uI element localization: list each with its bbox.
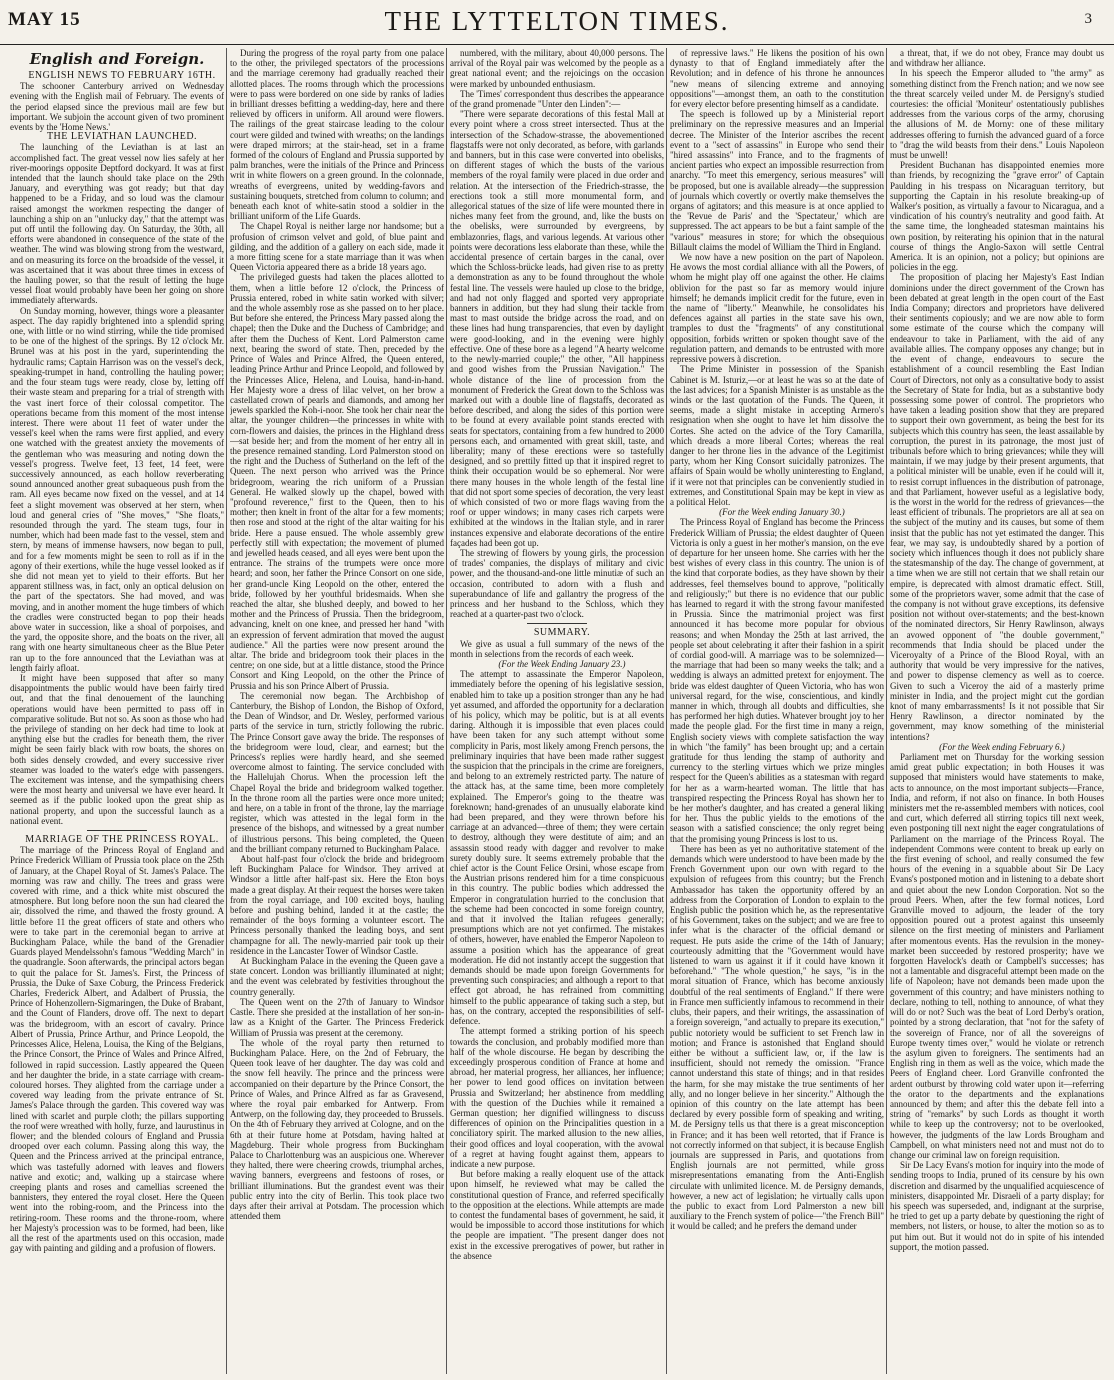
- paragraph: The proposition of placing her Majesty's East Indian dominions under the direct government of the Crown has been debated at great length in the open court of the East India Company; directors and proprietors have delivered their sentiments copiously; and we are now able to form some estimate of the course which the company will endeavour to take in Parliament, with the aid of any available allies. The company opposes any change; but in the event of change, endeavours to secure the establishment of a council resembling the East Indian Court of Directors, not only as a consultative body to assist the Secretary of State for India, but as a substantive body possessing some power of control. The proprietors who have taken a leading position show that they are prepared to support their own government, as being the best for its subjects which this country has seen, the least assailable by corruption, the purest in its patronage, the most just of tribunals before which to bring grievances; while they will maintain, if we may judge by their present arguments, that a political minister will be unable, even if he could will it, to resist corrupt influences in the distribution of patronage, and that Parliament, however useful as a legislative body, is the worst in the world for the redress of grievances—the least efficient of tribunals. The proprietors are all at sea on the subject of the mutiny and its causes, but some of them insist that the public has not yet estimated the danger. This fear, we may say, is undoubtedly shared by a portion of society which influences though it does not publicly share the statesmanship of the day. The change of government, at a time when we are still not certain that we shall retain our empire, is deprecated with almost dramatic effect. Still, some of the proprietors waver, some admit that the case of the company is not without grave exceptions, its defensive position not without over-statements; and the best-known of the nominated directors, Sir Henry Rawlinson, always an avowed opponent of "the double government," recommends that India should be placed under the Viceroyalty of a Prince of the Blood Royal, with an authority that would be very impressive for the natives, and power to dispense clemency as well as to coerce. Given to such a Viceroy the aid of a masterly prime minister in India, and the project might cut the gordian knot of many embarrassments! Is it not possible that Sir Henry Rawlinson, a director nominated by the government, may know something of the ministerial intentions?: [890, 272, 1104, 742]
- divider: [87, 830, 147, 831]
- column-rule: [886, 48, 887, 1374]
- column-1: [10, 48, 224, 1374]
- paragraph: In his speech the Emperor alluded to "the army" as something distinct from the French nation; and we now see the threat scarcely veiled under M. de Persigny's studied courtesies: the official 'Moniteur' ostentatiously publishes addresses from the various corps of the army, chorusing the allusions of M. de Morny: one of these military addresses offering to furnish the advanced guard of a force to "drag the wild beasts from their dens." Louis Napoleon must be unwell!: [890, 68, 1104, 161]
- paragraph: We now have a new position on the part of Napoleon. He avows the most cordial alliance with all the Powers, of whom he might play off one against the other. He claims oblivion for the past so far as memory would injure himself; he demands implicit credit for the future, even in the name of "liberty." Meanwhile, he consolidates his defences against all parties in the state save his own, tramples to dust the "fragments" of any constitutional opposition, forbids written or spoken thought save of the regulation pattern, and demands to be entrusted with more repressive powers à discretion.: [670, 252, 884, 365]
- week-dateline: (For the Week ending January 30.): [719, 507, 845, 518]
- week-dateline: (For the Week ending February 6.): [939, 741, 1065, 752]
- article-heading: ENGLISH NEWS TO FEBRUARY 16TH.: [28, 70, 216, 81]
- section-heading: English and Foreign.: [29, 50, 205, 68]
- paragraph: During the progress of the royal party from one palace to the other, the privileged spectators of the processions and the marriage ceremony had gradually reached their allotted places. The rooms through which the processions were to pass were bordered on one side by ranks of ladies in brilliant dresses befitting a wedding-day, here and there relieved by officers in uniform. All around were flowers. The railings of the great staircase leading to the colour court were gilded and twined with wreaths; on the landings were draped mirrors; at the stair-head, set in a frame formed of the colours of England and Prussia supported by palm branches, were the initials of the Prince and Princess writ in white flowers on a green ground. In the colonnade, wreaths of evergreens, united by wedding-favors and sustaining bouquets, stretched from column to column; and beneath each knot of white-satin stood a soldier in the brilliant uniform of the Life Guards.: [230, 48, 444, 222]
- paragraph: The marriage of the Princess Royal of England and Prince Frederick William of Prussia took place on the 25th of January, at the Chapel Royal of St. James's Palace. The morning was raw and chilly. The trees and grass were covered with rime, and a thick white mist obscured the atmosphere. But long before noon the sun had cleared the air, dissolved the rime, and thawed the frosty ground. A little before 11 the great officers of state and others who were to take part in the ceremonial began to arrive at Buckingham Palace, while the band of the Grenadier Guards played Mendelssohn's famous "Wedding March" in the quadrangle. Soon afterwards, the principal actors began to quit the palace for St. James's. First, the Princess of Prussia, the Duke of Saxe Coburg, the Princess Frederick Charles, Frederick Albert, and Adalbert of Prussia, the Prince of Hohenzollern-Sigmaringen, the Duke of Brabant, and the Count of Flanders, drove off. The next to depart was the bridegroom, with an escort of cavalry. Prince Albert of Prussia, Prince Arthur, and Prince Leopold, the Princesses Alice, Helena, Louisa, the King of the Belgians, the Prince Consort, the Prince of Wales and Prince Alfred, followed in rapid succession. Lastly appeared the Queen and her daughter the bride, in a state carriage with cream-coloured horses. They alighted from the carriage under a covered way leading from the private entrance of St. James's Palace through the garden. This covered way was lined with scarlet and purple cloth; the pillars supporting the roof were wreathed with holly, furze, and laurustinus in flower; and the blended colours of England and Prussia drooped over each column. Passing along this way, the Queen and the Princess arrived at the principal entrance, which was tastefully adorned with leaves and flowers native and exotic; and, walking up a staircase where creeping plants and roses and camellias screened the bannisters, they entered the royal closet. Here the Queen went into the robing-room, and the Princess into the retiring-room. These rooms and the throne-room, where her Majesty's procession was to be formed, had been, like all the rest of the apartments used on this occasion, made gay with painting and gilding and a profusion of flowers.: [10, 845, 224, 1254]
- column-5: [890, 48, 1104, 1374]
- paragraph: President Buchanan has disappointed enemies more than friends, by recognizing the "grave error" of Captain Paulding in his trespass on Nicaraguan territory, but supporting the Captain in his resolute breaking-up of Walker's position, as virtually a favour to Nicaragua, and a vindication of his country's neutrality and good faith. At the same time, the longheaded statesman maintains his own position, by reiterating his opinion that in the natural course of things the Anglo-Saxon will settle Central America. It is an opinion, not a policy; but opinions are policies in the egg.: [890, 160, 1104, 273]
- paragraph: The schooner Canterbury arrived on Wednesday evening with the English mail of February. The events of the period elapsed since the previous mail are few but important. We subjoin the account given of two prominent events by the 'Home News.': [10, 81, 224, 133]
- paragraph: But before making a really eloquent use of the attack upon himself, he reviewed what may be called the constitutional question of France, and referred specifically to the opposition at the elections. While attempts are made to contest the fundamental bases of government, he said, it would be impossible to accord those institutions for which the people are impatient. "The present danger does not exist in the excessive prerogatives of power, but rather in the absence: [450, 1169, 664, 1261]
- divider: [527, 623, 587, 624]
- column-rule: [226, 48, 227, 1374]
- paragraph: "There were separate decorations of this festal Mall at every point where a cross street intersected. Thus at the intersection of the Schadow-strasse, the abovementioned flagstaffs were not only decorated, as before, with garlands and banners, but in this case were converted into obelisks, on different stages of which the busts of the various members of the royal family were placed in due order and relation. At the intersection of the Friedrich-strasse, the erections took a still more monumental form, and allegorical statues of the size of life were mounted there in niches many feet from the ground, and, like the busts on the obelisks, were surrounded by evergreens, by emblazonries, flags, and various legends. At various other points were decorations less elaborate than these, while the accidental presence of certain barges in the canal, over which the Schloss-brücke leads, had given rise to as pretty a demonstration as any to be found throughout the whole festal line. The vessels were hauled up close to the bridge, and had not only flagged and sported very appropriate banners in addition, but they had slung their tackle from mast to mast outside the bridge across the road, and on these lines had hung transparencies, that even by daylight were good-looking, and in the evening were highly effective. One of these bore as a legend "A hearty welcome to the newly-married couple;" the other, "All happiness and good wishes from the Prussian Navigation." The whole distance of the line of procession from the monument of Frederick the Great down to the Schloss was marked out with a double line of flagstaffs, decorated as before described, and along the sides of this portion were to be found at every available point stands erected with seats for spectators, containing from a few hundred to 2000 persons each, and ornamented with great skill, taste, and liberality; many of these erections were so tastefully designed, and so prettily fitted up that it inspired regret to think their occupation would be so ephemeral. Nor were there many houses in the whole length of the festal line that did not sport some species of decoration, the very least of which consisted of two or more flags waving from the roof or upper windows; in many cases rich carpets were exhibited at the windows in the Italian style, and in rarer instances expensive and elaborate decorations of the entire façades had been got up.: [450, 109, 664, 548]
- column-2: [230, 48, 444, 1374]
- paragraph: The ceremonial now began. The Archbishop of Canterbury, the Bishop of London, the Bishop of Oxford, the Dean of Windsor, and Dr. Wesley, performed various parts of the service in turn, strictly following the rubric. The Prince Consort gave away the bride. The responses of the bridegroom were loud, clear, and earnest; but the Princess's replies were hardly heard, and she seemed overcome almost to fainting. The service concluded with the Hallelujah Chorus. When the procession left the Chapel Royal the bride and bridegroom walked together. In the throne room all the parties were once more united; and here, on a table in front of the throne, lay the marriage register, which was attested in the legal form in the presence of the bishops, and witnessed by a great number of illustrious persons. This being completed, the Queen and the brilliant company returned to Buckingham Palace.: [230, 690, 444, 854]
- paragraph: On Sunday morning, however, things wore a pleasanter aspect. The day rapidly brightened into a splendid spring one, with little or no wind stirring, while the tide promised to be one of the highest of the springs. By 12 o'clock Mr. Brunel was at his post in the yard, superintending the hydraulic rams; Captain Harrison was on the vessel's deck, speaking-trumpet in hand, controlling the hauling power; and the four steam tugs were ready, close by, letting off their waste steam and preparing for a trial of strength with the vast inert force of their colossal competitor. The operations became from this moment of the most intense interest. There were about 11 feet of water under the vessel's keel when the rams were first applied, and every one watched with the greatest anxiety the movements of the gentleman who was measuring and noting down the vessel's progress. Twelve feet, 13 feet, 14 feet, were successively announced, as each hollow reverberating sound announced another great subaqueous push from the ram. All eyes became now fixed on the vessel, and at 14 feet a slight movement was observed at her stern, when loud and general cries of "She moves," "She floats," resounded through the yard. The steam tugs, four in number, which had been made fast to the vessel, stem and stern, by means of immense hawsers, now began to pull, and for a few moments might be seen to roll as if in the agony of their exertions, while the huge vessel looked as if she did not mean yet to yield to their efforts. But her apparent stillness was, in fact, only an optical delusion on the part of the spectators. She had moved, and was moving, and in another moment the huge timbers of which the cradles were constructed began to pop their heads above water in succession, like a shoal of porpoises, and the yard, the opposite shore, and the boats on the river, all rang with one hearty simultaneous cheer as the Blue Peter ran up to the fore announced that the Leviathan was at length fairly afloat.: [10, 305, 224, 673]
- paragraph: The Princess Royal of England has become the Princess Frederick William of Prussia; the eldest daughter of Queen Victoria is only a guest in her mother's mansion, on the eve of departure for her unseen home. She carries with her the best wishes of every class in this country. The union is of the kind that corporate bodies, as they have shown by their addresses, feel themselves bound to approve, "politically and religiously;" but there is no evidence that our public has learned to regard it with the strong favour manifested in Prussia. Since the matrimonial project was first announced it has become more popular for obvious reasons; and when Monday the 25th at last arrived, the people set about celebrating it after their fashion in a spirit of cordial good-will. A marriage was to be solemnized—the marriage that had been so many weeks the talk; and a wedding is always an admitted pretext for enjoyment. The bride was eldest daughter of Queen Victoria, who has won universal regard, for the wise, conscientious, and kindly manner in which, through all doubts and difficulties, she has performed her high duties. Whatever brought joy to her made the people glad. For the first time in many a reign, English society views with complete satisfaction the way in which "the family" has been brought up; and a certain gratitude for thus lending the stamp of authority and currency to the sterling virtues which we prize mingles respect for the Queen's abilities as a statesman with regard for her as a warm-hearted woman. The little that has transpired respecting the Princess Royal has shown her to be her mother's daughter, and has created a general liking for her. Thus the public yields to the emotions of the season with a satisfied conscience; the only regret being that the promising young Princess is lost to us.: [670, 517, 884, 844]
- paragraph: It might have been supposed that after so many disappointments the public would have been fairly tired out, and that the final denouement of the launching operations would have been permitted to pass off in comparative solitude. But not so. As soon as those who had the privilege of standing on her deck had time to look at anything else but the cradles for beneath them, the river might be seen fairly black with row boats, the shores on both sides densely crowded, and every successive river steamer was loaded to the water's edge with passengers. The excitement was intense, and the sympathising cheers were the most hearty and universal we have ever heard. It seemed as if the public looked upon the great ship as national property, and upon the successful launch as a national event.: [10, 672, 224, 826]
- paragraph: The Queen went on the 27th of January to Windsor Castle. There she presided at the installation of her son-in-law as a Knight of the Garter. The Princess Frederick William of Prussia was present at the ceremony.: [230, 996, 444, 1038]
- article-heading: MARRIAGE OF THE PRINCESS ROYAL.: [25, 834, 219, 846]
- paragraph: The Prime Minister in possession of the Spanish Cabinet is M. Isturiz,—or at least he was so at the date of the last advices; for a Spanish Minister is as unstable as the winds or the last quotation of the Funds. The Queen, it seems, made a slight mistake in accepting Armero's resignation when she ought to have let him dissolve the Cortes. She acted on the advice of the Tory Camarilla, which dreads a more liberal Cortes; whereas the real danger to her throne lies in the advance of the Legitimist party, whom her King Consort suicidally patronizes. The affairs of Spain would be wholly uninteresting to England, if it were not that principles can be conveniently studied in extremes, and Constitutional Spain may be kept in view as a political Helot.: [670, 364, 884, 507]
- masthead: [0, 0, 1114, 45]
- column-3: [450, 48, 664, 1374]
- column-rule: [666, 48, 667, 1374]
- paragraph: The 'Times' correspondent thus describes the appearance of the grand promenade "Unter den Linden":—: [450, 88, 664, 110]
- paragraph: The strewing of flowers by young girls, the procession of trades' companies, the displays of military and civic power, and the thousand-and-one little minutiæ of such an occasion, contributed to adorn with a flush and superabundance of life and gallantry the progress of the princess and her husband to the Schloss, which they reached at a quarter-past two o'clock.: [450, 547, 664, 620]
- column-rule: [446, 48, 447, 1374]
- paragraph: The attempt to assassinate the Emperor Napoleon, immediately before the opening of his legislative session, enabled him to take up a position stronger than any he had yet assumed, and afforded the opportunity for a declaration of his policy, which may be politic, but is at all events daring. Although it is impossible that even places could have been taken for any such attempt without some complicity in Paris, most likely among French persons, the preliminary inquiries that have been made rather suggest the suspicion that the principals in the crime are foreigners, and belong to an extremely restricted party. The nature of the attack has, at the same time, been more completely explained. The Emperor's going to the theatre was foreknown; hand-grenades of an unusually elaborate kind had been prepared, and they were thrown before his carriage at an advanced—three of them; they were certain to destroy, although they were destitute of aim; and an assassin stood ready with dagger and revolver to make surety doubly sure. It seems extremely probable that the chief actor is the Count Felice Orsini, whose escape from the Austrian prisons rendered him for a time conspicuous in this country. The public bodies which addressed the Emperor in congratulation hurried to the conclusion that the scheme had been concocted in some foreign country, and that it involved the Italian refugees generally; presumptions which are not yet confirmed. The mistakes of others, however, have enabled the Emperor Napoleon to assume a position which has the appearance of great moderation. He did not instantly accept the suggestion that demands should be made upon foreign Governments for preventing such conspiracies; and although a report to that effect got abroad, he has refrained from committing himself to the public appearance of taking such a step, but has, on the contrary, accepted the responsibilities of self-defence.: [450, 669, 664, 1027]
- paragraph: a threat, that, if we do not obey, France may doubt us and withdraw her alliance.: [890, 48, 1104, 69]
- paragraph: The speech is followed up by a Ministerial report preliminary on the repressive measures and an Imperial decree. The Minister of the Interior ascribes the recent event to a "sect of assassins" in Europe who send their "hired assassins" into France, and to the fragments of ancient parties who expect an impossible resurrection from anarchy. "To meet this emergency, serious measures" will be proposed, but one is available already—the suppression of journals which covertly or overtly make themselves the organs of agitators; and this measure is at once applied to the 'Revue de Paris' and the 'Spectateur,' which are suppressed. The act appears to be but a faint sample of the "various" measures in store; for which the obsequious Billault claims the model of William the Third in England.: [670, 109, 884, 252]
- column-4: [670, 48, 884, 1374]
- paragraph: We give as usual a full summary of the news of the month in selections from the records of each week.: [450, 638, 664, 659]
- paragraph: At Buckingham Palace in the evening the Queen gave a state concert. London was brilliantly illuminated at night; and the event was celebrated by festivities throughout the country generally.: [230, 956, 444, 997]
- paragraph: There has been as yet no authoritative statement of the demands which were understood to have been made by the French Government upon our own with regard to the expulsion of refugees from this country; but the French Ambassador has taken the opportunity offered by an address from the Corporation of London to explain to the English public the position which he, as the representative of his Government, takes on the subject; and we are free to infer what is the character of the official demand or request. He puts aside the crime of the 14th of January; courteously admitting that the "Government would have listened to warn us against it if it could have known it beforehand." "The whole question," he says, "is in the moral situation of France, which has become anxiously doubtful of the real sentiments of England." If there were in France men sufficiently infamous to recommend in their clubs, their papers, and their writings, the assassination of a foreign sovereign, "and actually to prepare its execution," public notoriety would be sufficient to set French law in motion; and France is astonished that England should either be without a sufficient law, or, if the law is insufficient, should not remedy the omission. "France cannot understand this state of things; and in that resides the harm, for she may mistake the true sentiments of her ally, and no longer believe in her sincerity." Although the opinion of this country on the late attempt has been declared by every possible form of speaking and writing, M. de Persigny tells us that there is a great misconception in France; and it has been well retorted, that if France is not correctly informed on that subject, it is because English journals are suppressed in Paris, and quotations from English journals are not permitted, while gross misrepresentations emanating from the Anti-English circulate with unlimited licence. M. de Persigny demands, however, a new act of legislation; he virtually calls upon the public to exact from Lord Palmerston a new bill auxiliary to the French system of police—"the French Bill" it would be called; and he prefers the demand under: [670, 843, 884, 1232]
- paragraph: About half-past four o'clock the bride and bridegroom left Buckingham Palace for Windsor. They arrived at Windsor a little after half-past six. Here the Eton boys made a great display. At their request the horses were taken from the royal carriage, and 100 excited boys, hauling before and pushing behind, landed it at the castle; the remainder of the boys forming a volunteer escort. The Princess personally thanked the leading boys, and sent champagne for all. The newly-married pair took up their residence in the Lancaster Tower of Windsor Castle.: [230, 854, 444, 956]
- paragraph: The privileged guests had taken the places allotted to them, when a little before 12 o'clock, the Princess of Prussia entered, robed in white satin worked with silver; and the whole assembly rose as she passed on to her place. But before she entered, the Princess Mary passed along the chapel; then the Duke and the Duchess of Cambridge; and after them the Duchess of Kent. Lord Palmerston came next, bearing the sword of state. Then, preceded by the Prince of Wales and Prince Alfred, the Queen entered, leading Prince Arthur and Prince Leopold, and followed by the Princesses Alice, Helena, and Louisa, hand-in-hand. Her Majesty wore a dress of lilac velvet, on her brow a castellated crown of pearls and diamonds, and among her jewels sparkled the Koh-i-noor. She took her chair near the altar, the younger children—the princesses in white with corn-flowers and daisies, the princes in the Highland dress—sat beside her; and from the moment of her entry all in the presence remained standing. Lord Palmerston stood on the right and the Duchess of Sutherland on the left of the Queen. The next person who arrived was the Prince bridegroom, wearing the rich uniform of a Prussian General. He walked slowly up the chapel, bowed with "profound reverence," first to the Queen, then to his mother; then knelt in front of the altar for a few moments; then rose and stood at the right of the altar waiting for his bride. Here a pause ensued. The whole assembly grew perfectly still with expectation; the movement of plumed and jewelled heads ceased, and all eyes were bent upon the entrance. The strains of the trumpets were once more heard; and soon, her father the Prince Consort on one side, her grand-uncle King Leopold on the other, entered the bride, followed by her youthful bridesmaids. When she reached the altar, she blushed deeply, and bowed to her mother and the Princess of Prussia. Then the bridegroom, advancing, knelt on one knee, and pressed her hand "with an expression of fervent admiration that moved the august audience." All the parties were now present around the altar. The bride and bridegroom took their places in the centre; on one side, but at a little distance, stood the Prince Consort and King Leopold, on the other the Prince of Prussia and his son Prince Albert of Prussia.: [230, 272, 444, 691]
- paragraph: of repressive laws." He likens the position of his own dynasty to that of England immediately after the Revolution; and in defence of his throne he announces "new means of silencing extreme and annoying oppositions"—amongst them, an oath to the constitution for every elector before presenting himself as a candidate.: [670, 48, 884, 110]
- article-heading: THE LEVIATHAN LAUNCHED.: [46, 131, 198, 143]
- article-heading: SUMMARY.: [533, 627, 591, 639]
- newspaper-title: THE LYTTELTON TIMES.: [384, 6, 730, 36]
- paragraph: The Chapel Royal is neither large nor handsome; but a profusion of crimson velvet and gold, of blue paint and gilding, and the addition of a gallery on each side, made it a more fitting scene for a state marriage than it was when Queen Victoria appeared there as a bride 18 years ago.: [230, 221, 444, 273]
- newspaper-columns: [0, 48, 1114, 1378]
- paragraph: The whole of the royal party then returned to Buckingham Palace. Here, on the 2nd of February, the Queen took leave of her daughter. The day was cold and the snow fell heavily. The prince and the princess were accompanied on their departure by the Prince Consort, the Prince of Wales, and Prince Alfred as far as Gravesend, where the royal pair embarked for Antwerp. From Antwerp, on the following day, they proceeded to Brussels. On the 4th of February they arrived at Cologne, and on the 6th at their future home at Potsdam, having halted at Magdeburg. Their whole progress from Buckingham Palace to Charlottenburg was an auspicious one. Wherever they halted, there were cheering crowds, triumphal arches, waving banners, evergreens and festoons of roses, or brilliant illuminations. But the grandest event was their public entry into the city of Berlin. This took place two days after their arrival at Potsdam. The procession which attended them: [230, 1037, 444, 1222]
- paragraph: The launching of the Leviathan is at last an accomplished fact. The great vessel now lies safely at her river-moorings opposite Deptford dockyard. It was at first intended that the launch should take place on the 29th January, and everything was got ready; but that day happened to be a Friday, and so loud was the clamour raised amongst the workmen respecting the danger of launching a ship on an "unlucky day," that the attempt was put off until the following day. On Saturday, the 30th, all efforts were abandoned in consequence of the state of the weather. The wind was blowing strong from the westward, and on measuring its force on the broadside of the vessel, it was ascertained that it was about three times in excess of the hauling power, so that the result of letting the huge vessel float would probably have been her going on shore immediately afterwards.: [10, 142, 224, 306]
- paragraph: Sir De Lacy Evans's motion for inquiry into the mode of sending troops to India, pruned of its censure by his own discretion and disarmed by the unqualified acquiescence of ministers, disappointed Mr. Disraeli of a party display; for his speech was superseded, and, indignant at the surprise, he tried to get up a party debate by questioning the right of members, not listers, or house, to alter the motion so as to put him out. But it would not do in spite of his intended support, the motion passed.: [890, 1160, 1104, 1252]
- issue-date: MAY 15: [8, 9, 81, 30]
- paragraph: The attempt formed a striking portion of his speech towards the conclusion, and probably modified more than half of the whole discourse. He began by describing the exceedingly prosperous condition of France at home and abroad, her material progress, her alliances, her influence; her power to lend good offices on invitation between Prussia and Switzerland; her abstinence from meddling with the question of the Duchies while it remained a German question; her dignified willingness to discuss differences of opinion on the Principalities question in a conciliatory spirit. The marked allusion to the new allies, their good offices and loyal cooperation, with the avowal of a regret at having fought against them, appears to indicate a new purpose.: [450, 1026, 664, 1169]
- week-dateline: (For the Week Ending January 23.): [498, 658, 626, 669]
- paragraph: numbered, with the military, about 40,000 persons. The arrival of the Royal pair was welcomed by the people as a great national event; and the rejoicings on the occasion were marked by unbounded enthusiasm.: [450, 48, 664, 89]
- paragraph: Parliament met on Thursday for the working session amid great public expectation; in both Houses it was supposed that ministers would have statements to make, acts to announce, on the most important subjects—France, India, and reform, if not also on finance. In both Houses ministers met the re-assembled members with notices, cool and curt, which deferred all stirring topics till next week, even postponing till next night the eager congratulations of Parliament on the marriage of the Princess Royal. The independent Commons were content to break up early on the first evening of school, and really consumed the few hours of the evening in a squabble about Sir De Lacy Evans's postponed motion and in listening to a debate short and quiet about the new London Corporation. Not so the proud Peers. When, after the few formal notices, Lord Granville moved to adjourn, the leader of the tory opposition poured out a protest against this unseemly silence on the first meeting of ministers and Parliament after momentous events. Has the revulsion in the money-market been succeeded by restored prosperity; have we forgotten Havelock's death or Campbell's successes; has not a lamentable and disgraceful attempt been made on the life of Napoleon; have not demands been made upon the government of this country; and have ministers nothing to declare, nothing to tell, nothing to announce, of what they will do or not? Such was the beat of Lord Derby's oration, pointed by a strong declaration, that "not for the safety of the sovereign of France, nor of all the sovereigns of Europe twenty times over," would he violate or retrench the asylum given to foreigners. The sentiments had an English ring in them as well as the voice, which made the Peers of England cheer. Lord Granville confronted the ardent outburst by throwing cold water upon it—referring the orator to the departments and the explanations announced by them; and after this the debate fell into a string of "remarks" by such Lords as thought it worth while to keep up the controversy; not to be overlooked, however, the judgments of the law Lords Brougham and Campbell, on what ministers need not and must not do to change our criminal law on foreign requisition.: [890, 752, 1104, 1160]
- page-number: 3: [1084, 11, 1092, 27]
